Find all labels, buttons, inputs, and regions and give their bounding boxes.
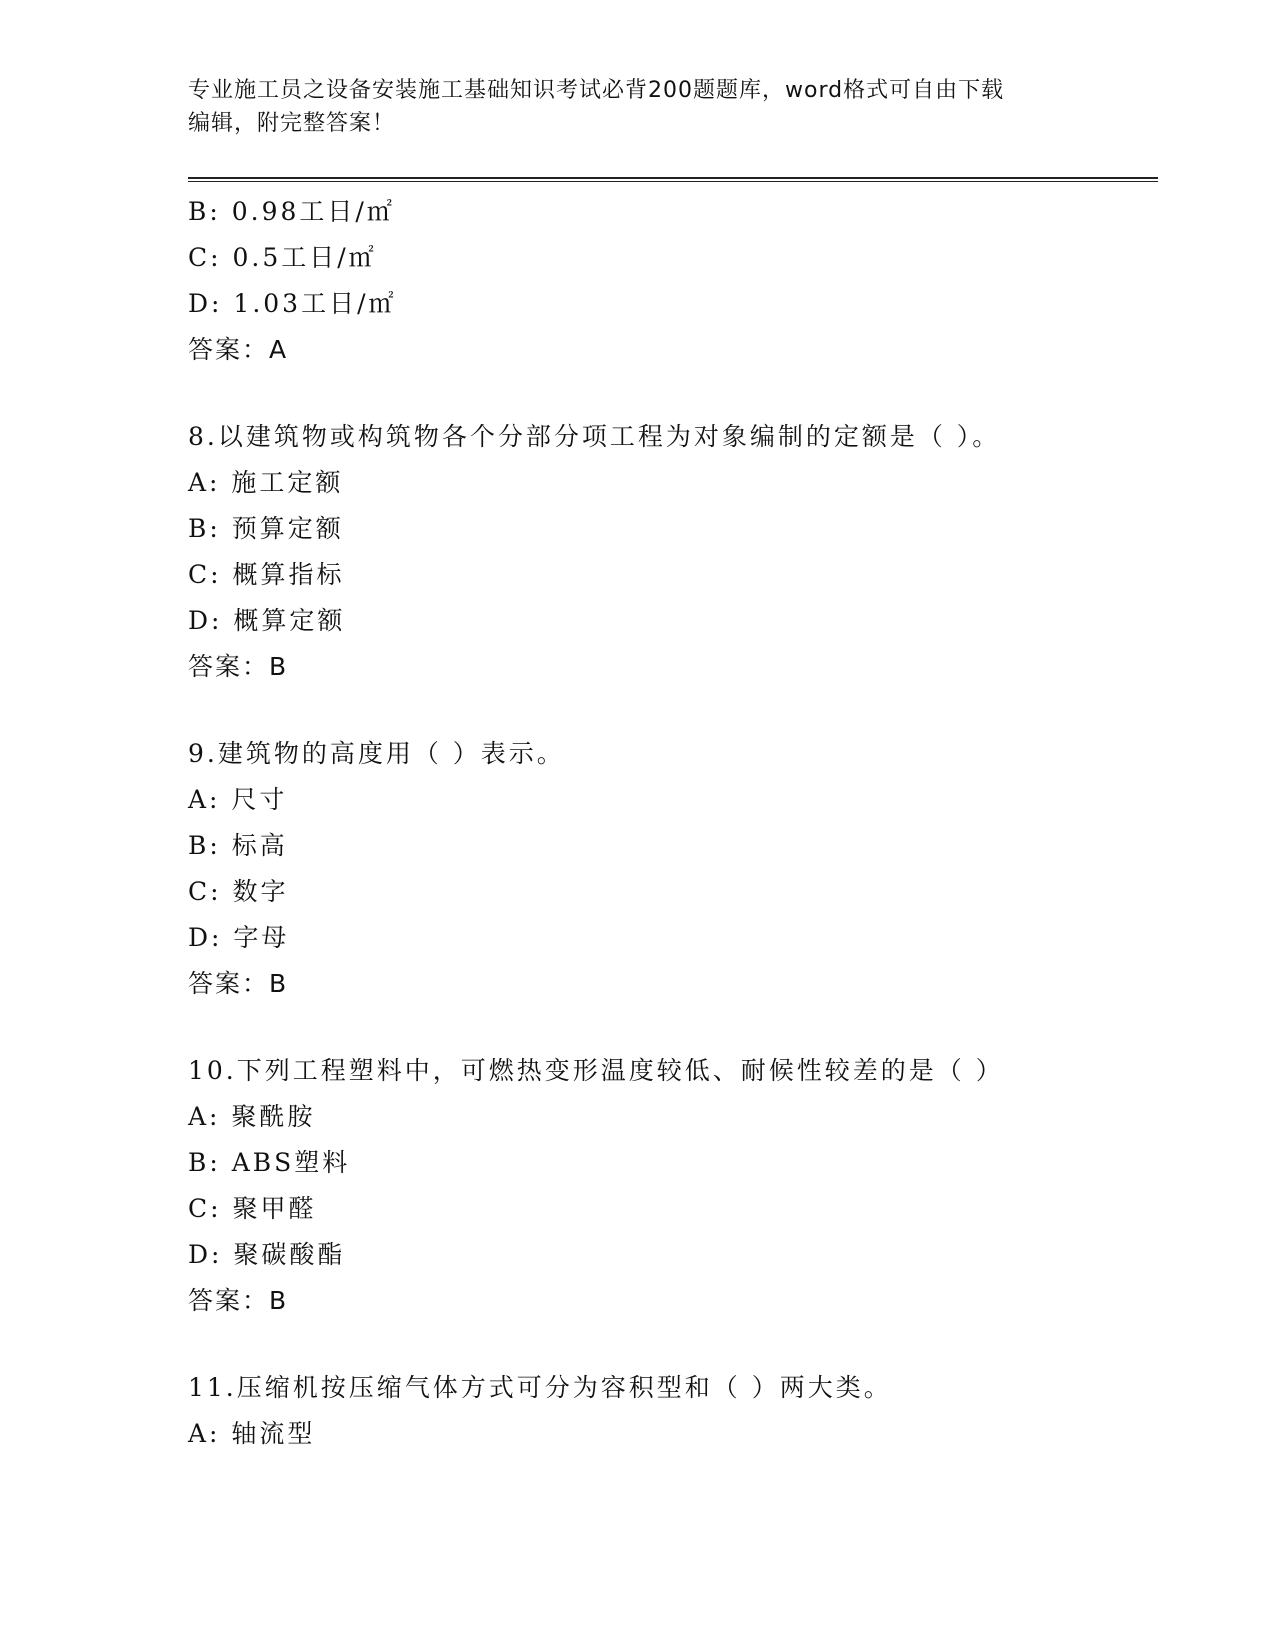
option-c: C: 数字 (188, 877, 289, 906)
option-a: A: 轴流型 (188, 1419, 316, 1448)
question-9 (188, 731, 1188, 1007)
option-a: A: 施工定额 (188, 468, 344, 497)
question-11 (188, 1365, 1188, 1457)
question-list (188, 189, 1188, 1457)
question-7-tail (188, 189, 1188, 373)
answer: 答案：A (188, 335, 289, 364)
header-line-1: 专业施工员之设备安装施工基础知识考试必背200题题库，word格式可自由下载 (188, 78, 1005, 103)
option-b: B: ABS塑料 (188, 1148, 351, 1177)
header-divider (188, 177, 1158, 182)
header-line-2: 编辑，附完整答案！ (188, 111, 396, 136)
option-a: A: 聚酰胺 (188, 1102, 316, 1131)
option-d: D: 1.03工日/㎡ (188, 289, 397, 318)
question-8 (188, 414, 1188, 690)
question-text: 9.建筑物的高度用（ ）表示。 (188, 739, 565, 768)
answer: 答案：B (188, 1286, 289, 1315)
question-10 (188, 1048, 1188, 1324)
option-c: C: 概算指标 (188, 560, 345, 589)
document-header (188, 74, 1088, 140)
option-d: D: 概算定额 (188, 606, 346, 635)
option-b: B: 0.98工日/㎡ (188, 197, 395, 226)
option-a: A: 尺寸 (188, 785, 288, 814)
answer: 答案：B (188, 969, 289, 998)
option-d: D: 聚碳酸酯 (188, 1240, 346, 1269)
option-b: B: 预算定额 (188, 514, 344, 543)
option-c: C: 聚甲醛 (188, 1194, 317, 1223)
question-text: 8.以建筑物或构筑物各个分部分项工程为对象编制的定额是（ ）。 (188, 422, 1001, 451)
option-b: B: 标高 (188, 831, 288, 860)
question-text: 10.下列工程塑料中，可燃热变形温度较低、耐候性较差的是（ ） (188, 1056, 1004, 1085)
option-d: D: 字母 (188, 923, 290, 952)
option-c: C: 0.5工日/㎡ (188, 243, 377, 272)
question-text: 11.压缩机按压缩气体方式可分为容积型和（ ）两大类。 (188, 1373, 892, 1402)
answer: 答案：B (188, 652, 289, 681)
